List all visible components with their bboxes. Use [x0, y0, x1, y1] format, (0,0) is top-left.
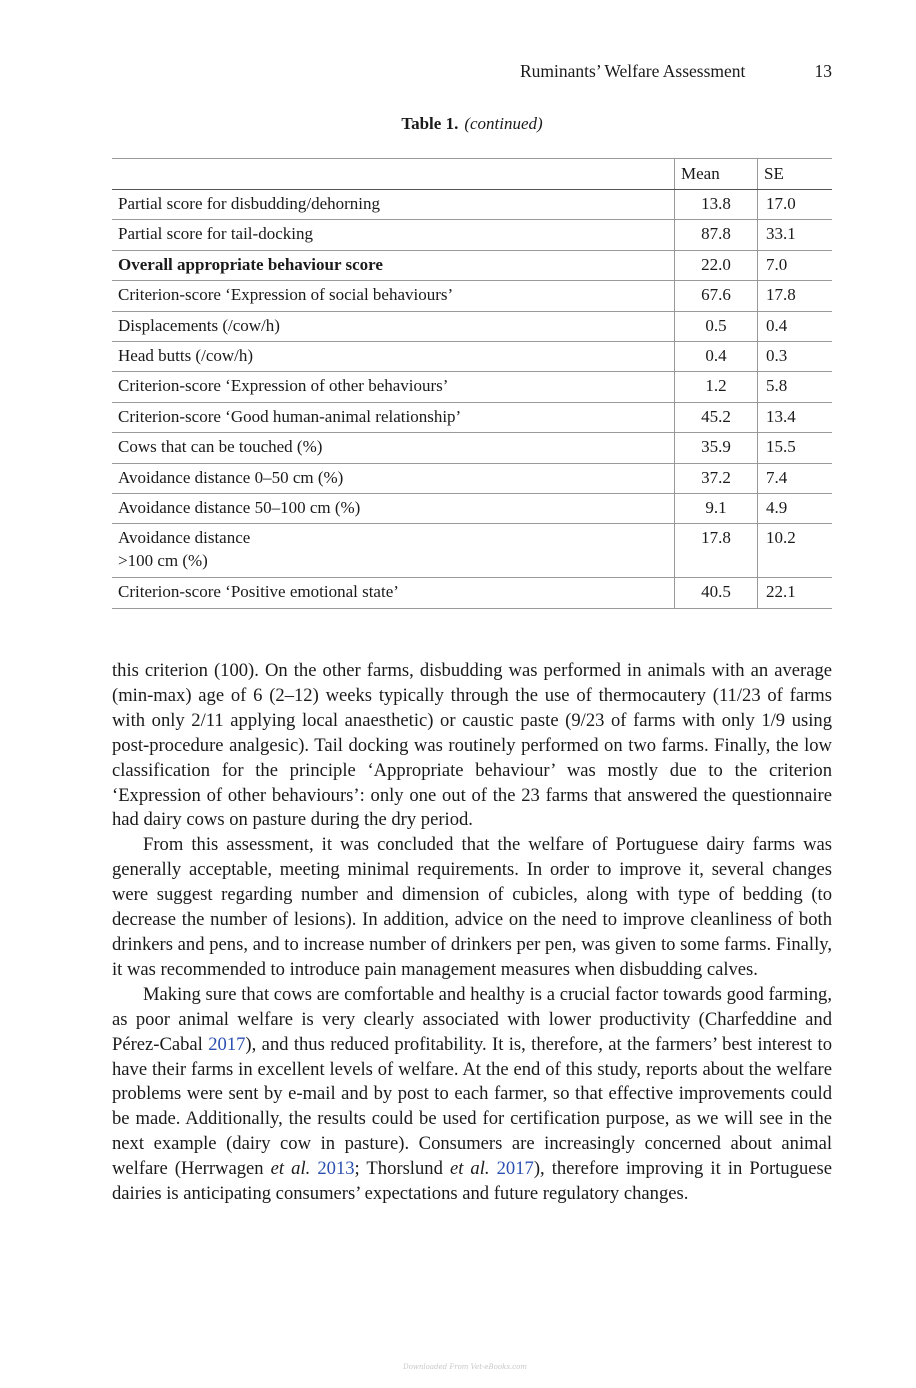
row-se: 0.3 [758, 341, 833, 371]
row-se: 17.8 [758, 281, 833, 311]
table-row [112, 190, 832, 220]
table-row [112, 433, 832, 463]
table-caption-label: Table 1. [401, 114, 459, 133]
table-row [112, 578, 832, 608]
table-row [112, 372, 832, 402]
row-se: 5.8 [758, 372, 833, 402]
results-table [112, 158, 832, 609]
et-al-text: et al. [449, 1158, 490, 1180]
paragraph-2: From this assessment, it was concluded that the welfare of Portuguese dairy farms was generally acceptable, meeting minimal requirements. In order to improve it, several changes were suggest regarding number and dimension of cubicles, along with type of bedding (to decrease the number of lesions). In addition, advice on the need to improve cleanliness of both drinkers and pens, and to increase number of drinkers per pen, was given to some farms. Finally, it was recommended to introduce pain management measures when disbudding calves. [112, 834, 832, 980]
table-row [112, 311, 832, 341]
paragraph-3-text: ; Thorslund [354, 1158, 450, 1180]
row-se: 7.0 [758, 250, 833, 280]
running-head-title: Ruminants’ Welfare Assessment [520, 61, 746, 81]
row-label: Criterion-score ‘Expression of other behaviours’ [112, 372, 675, 402]
download-watermark: Downloaded From Vet-eBooks.com [403, 1363, 527, 1371]
row-label: Criterion-score ‘Positive emotional state’ [112, 578, 675, 608]
body-text [112, 659, 832, 1207]
row-label: Cows that can be touched (%) [112, 433, 675, 463]
paragraph-1: this criterion (100). On the other farms, disbudding was performed in animals with an average (min-max) age of 6 (2–12) weeks typically through the use of thermocautery (11/23 of farms with only 2/11 applying local anaesthetic) or caustic paste (9/23 of farms with only 1/9 using post-procedure analgesic). Tail docking was routinely performed on two farms. Finally, the low classification for the principle ‘Appropriate behaviour’ was mostly due to the criterion ‘Expression of other behaviours’: only one out of the 23 farms that answered the questionnaire had dairy cows on pasture during the dry period. [112, 660, 832, 831]
row-label [112, 524, 675, 578]
running-head [520, 61, 832, 83]
row-label: Partial score for tail-docking [112, 220, 675, 250]
row-label: Displacements (/cow/h) [112, 311, 675, 341]
row-label: Avoidance distance 0–50 cm (%) [112, 463, 675, 493]
table-row [112, 220, 832, 250]
paragraph-3-text: ), and thus reduced profitability. It is, therefore, at the farmers’ best interest to have their farms in excellent levels of welfare. At the end of this study, reports about the welfare problems were sent by e-mail and by post to each farmer, so that effective improvements could be made. Additionally, the results could be used for certification purpose, as we will see in the next example (dairy cow in pasture). Consumers are increasingly concerned about animal welfare (Herrwagen [112, 1033, 832, 1180]
citation-link[interactable]: 2017 [208, 1033, 246, 1055]
row-se: 33.1 [758, 220, 833, 250]
row-mean: 40.5 [675, 578, 758, 608]
row-label: Criterion-score ‘Expression of social behaviours’ [112, 281, 675, 311]
header-se: SE [758, 159, 833, 190]
row-label: Overall appropriate behaviour score [112, 250, 675, 280]
row-se: 22.1 [758, 578, 833, 608]
table-header-row [112, 159, 832, 190]
table-row [112, 463, 832, 493]
paragraph-3 [112, 983, 832, 1207]
row-mean: 22.0 [675, 250, 758, 280]
citation-link[interactable]: 2013 [317, 1158, 355, 1180]
paragraph-3-text: ), therefore improving it in Portuguese dairies is anticipating consumers’ expectations and future regulatory changes. [112, 1158, 832, 1205]
row-mean: 45.2 [675, 402, 758, 432]
row-se: 10.2 [758, 524, 833, 578]
row-label: Avoidance distance 50–100 cm (%) [112, 493, 675, 523]
table-caption [112, 114, 832, 134]
row-mean: 37.2 [675, 463, 758, 493]
row-mean: 17.8 [675, 524, 758, 578]
citation-link[interactable]: 2017 [496, 1158, 534, 1180]
table-row [112, 524, 832, 578]
header-mean: Mean [675, 159, 758, 190]
row-label: Partial score for disbudding/dehorning [112, 190, 675, 220]
row-mean: 67.6 [675, 281, 758, 311]
table-caption-continued: (continued) [464, 114, 543, 133]
table-row [112, 493, 832, 523]
row-mean: 0.4 [675, 341, 758, 371]
row-se: 15.5 [758, 433, 833, 463]
header-label [112, 159, 675, 190]
row-mean: 35.9 [675, 433, 758, 463]
row-mean: 13.8 [675, 190, 758, 220]
table-row [112, 341, 832, 371]
row-label: Criterion-score ‘Good human-animal relationship’ [112, 402, 675, 432]
row-se: 0.4 [758, 311, 833, 341]
row-mean: 87.8 [675, 220, 758, 250]
row-label-line: Avoidance distance [118, 528, 251, 548]
table-row [112, 402, 832, 432]
row-mean: 9.1 [675, 493, 758, 523]
et-al-text: et al. [270, 1158, 311, 1180]
row-se: 4.9 [758, 493, 833, 523]
row-se: 7.4 [758, 463, 833, 493]
table-row [112, 281, 832, 311]
paragraph-3-text: Making sure that cows are comfortable and healthy is a crucial factor towards good farming, as poor animal welfare is very clearly associated with lower productivity (Charfeddine and Pérez-Cabal [112, 983, 832, 1055]
table-row [112, 250, 832, 280]
row-label-line: >100 cm (%) [118, 550, 208, 570]
row-se: 13.4 [758, 402, 833, 432]
page-number: 13 [814, 61, 832, 81]
row-se: 17.0 [758, 190, 833, 220]
row-mean: 1.2 [675, 372, 758, 402]
row-label: Head butts (/cow/h) [112, 341, 675, 371]
row-mean: 0.5 [675, 311, 758, 341]
